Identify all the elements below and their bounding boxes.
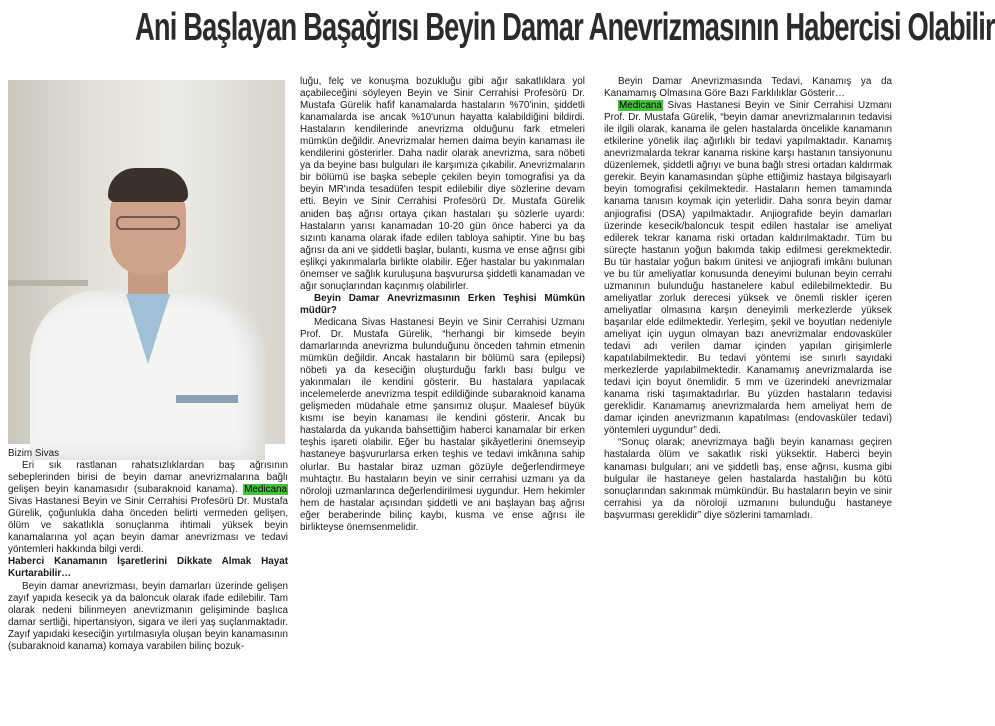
column-1 [8, 448, 288, 653]
highlight-medicana: Medicana [619, 100, 662, 112]
paragraph: “Sonuç olarak; anevrizmaya bağlı beyin kanaması geçiren hastalarda ölüm ve sakatlık riski yüksektir. Haberci beyin kanaması bulguları; ani ve şiddetli baş, ense ağrısı, kusma gibi bulgular ile hastaneye gelen hastalarda hastalığın bu kötü sonuçlarından sakınmak mümkündür. Bu hastaların beyin ve sinir cerrahisi ya da nöroloji uzmanını bulunduğu hastaneye başvurması gereklidir” diye sözlerini tamamladı. [604, 437, 892, 521]
paragraph: Beyin Damar Anevrizmasında Tedavi, Kanamış ya da Kanamamış Olmasına Göre Bazı Farklılıklar Gösterir… [604, 76, 892, 100]
paragraph: luğu, felç ve konuşma bozukluğu gibi ağır sakatlıklara yol açabileceğini söyleyen Beyin ve Sinir Cerrahisi Profesörü Dr. Mustafa Gürelik hafif kanamalarda hastaların %70'inin, şiddetli kanamalarda ise ancak %10'unun hayatta kalabildiğini bildirdi. Hastaların kendilerinde anevrizma olduğunu fark etmeleri mümkün değildir. Anevrizmalar hemen daima beyin kanaması ile kendilerini gösterirler. Daha nadir olarak anevrizma, sara nöbeti ya da beyine bası bulguları ile karşımıza çıkabilir. Anevrizmaların bir bölümü ise başka sebeple çekilen beyin tomografisi ya da beyin MR'ında tesadüfen tespit edilebilir diye sözlerine devam etti. Beyin ve Sinir Cerrahisi Profesörü Dr. Mustafa Gürelik aniden baş ağrısı ortaya çıkan hastaları şu sözlerle uyardı: Hastaların yarısı kanamadan 10-20 gün önce haberci ya da sızıntı kanama olarak ifade edilen tabloya sahiptir. Yine bu baş ağrısı da ani ve şiddetli başlar, bulantı, kusma ve ense ağrısı gibi eşlikçi yakınmalarla birlikte olabilir. Eğer hastalar bu yakınmaları önemser ve sağlık kuruluşuna başvurursa şiddetli kanamadan ve ağır sonuçlarından kaçınmış olabilirler. [300, 76, 585, 292]
subheading: Haberci Kanamanın İşaretlerini Dikkate Almak Hayat Kurtarabilir… [8, 556, 288, 580]
paragraph: Beyin damar anevrizması, beyin damarları üzerinde gelişen zayıf yapıda kesecik ya da baloncuk olarak ifade edilebilir. Tam olarak nedeni bilinmeyen anevrizmanın gelişiminde başlıca damar sertliği, hipertansiyon, sigara ve ileri yaş suçlanmaktadır. Zayıf yapıdaki keseciğin yırtılmasıyla oluşan beyin kanamasının (subaraknoid kanama) komaya varabilen bilinç bozuk- [8, 580, 288, 652]
subheading: Beyin Damar Anevrizmasının Erken Teşhisi Mümkün müdür? [300, 292, 585, 316]
doctor-photo [8, 80, 285, 444]
paragraph: Eri sık rastlanan rahatsızlıklardan baş ağrısının sebeplerinden birisi de beyin damar anevrizmalarına bağlı gelişen beyin kanamasıdır (subaraknoid kanama). Medicana Sivas Hastanesi Beyin ve Sinir Cerrahisi Profesörü Dr. Mustafa Gürelik, çoğunlukla daha önceden belirti vermeden gelişen, ölüm ve sakatlıkla sonuçlanma ihtimali yüksek beyin kanamalarına yol açan beyin damar anevrizması ve tedavi yöntemleri hakkında bilgi verdi. [8, 460, 288, 556]
paragraph: Medicana Sivas Hastanesi Beyin ve Sinir Cerrahisi Uzmanı Prof. Dr. Mustafa Gürelik, “herhangi bir kimsede beyin damarlarında anevrizma bulunduğunu önceden tahmin etmenin mümkün değildir. Ancak hastaların bir bölümü sara (epilepsi) nöbeti ya da keseciğin oluşturduğu farklı bası bulgu ve yakınmaları ile kendini gösterir. Bu hastalara yapılacak incelemelerde anevrizma tespit edildiğinde subaraknoid kanama gelişmeden müdahale etme şansımız oluşur. Maalesef büyük kısmı ise beyin kanaması ile kendini gösterir. Ancak bu hastalarda da yukarıda bahsettiğim haberci kanamalar bir erken teşhis işareti olabilir. Eğer bu hastalar şikâyetlerini önemseyip hastaneye başvururlarsa erken teşhis ve tedavi imkânına sahip olurlar. Bu hastalar biraz uzman gözüyle değerlendirmeye muhtaçtır. Bu hastaların beyin ve sinir cerrahisi uzmanı ya da nöroloji uzmanlarınca değerlendirilmesi uygundur. Hem hekimler hem de hastalar açısından şiddetli ve ani başlayan baş ağrısı eğer beraberinde bilinç kaybı, kusma ve ense ağrısı ile birlikteyse önemsenmelidir. [300, 316, 585, 533]
column-3 [604, 76, 892, 522]
highlight-medicana: Medicana [244, 484, 288, 496]
paragraph: Medicana Sivas Hastanesi Beyin ve Sinir Cerrahisi Uzmanı Prof. Dr. Mustafa Gürelik, “beyin damar anevrizmalarının tedavisi ile ilgili olarak, kanama ile gelen hastalarda öncelikle kanamanın etkilerine yönelik ilaç ağırlıklı bir tedavi yapılmaktadır. Kanamış anevrizmalarda tekrar kanama riskine karşı hastanın tansiyonunu düzenlemek, şiddetli ağrıyı ve buna bağlı stresi ortadan kaldırmak gerekir. Beyin kanamasından şüphe ettiğimiz hastaya bilgisayarlı beyin tomografisi çekilmektedir. Hastaların hemen tamamında kanama tanısın koymak için yeterlidir. Daha sonra beyin damar anjiografisi (DSA) yapılmaktadır. Anjiografide beyin damarları üzerinde kesecik/baloncuk tespit edilen hastalar ise ameliyat edilerek tekrar kanama riski ortadan kaldırılmaktadır. Tüm bu süreçte hastanın yoğun bakımda takip edilmesi gerekmektedir. Bu tür hastalar yoğun bakım ünitesi ve anjiografi imkânı bulunan ve bu tür ameliyatlar konusunda deneyimi bulunan beyin cerrahi uzmanının bulunduğu hastanelere kabul edilebilmektedir. Bu ameliyatlar zorluk derecesi yüksek ve önemli riskler içeren ameliyatlar olmasına karşın deneyimli merkezlerde yüksek başarılar elde edilmektedir. Yerleşim, şekil ve boyutları nedeniyle ameliyat için uygun olmayan bazı anevrizmalar endovasküler tedavi adı verilen damar içinden yapılan girişimlerle kapatılabilmektedir. Bu tedavi yöntemi ise sınırlı sayıdaki merkezlerde yapılabilmektedir. Kanamamış anevrizmalarda ise tedavi için boyut önemlidir. 5 mm ve üzerindeki anevrizmalar kanama riski taşımaktadırlar. Bu yüzden hastaların tedavisi gereklidir. Kanamamış anevrizmalarda hem ameliyat hem de damar içinden anevrizmanın kapatılması (endovasküler tedavi) yöntemleri uygundur” dedi. [604, 100, 892, 437]
column-2 [300, 76, 585, 534]
byline: Bizim Sivas [8, 448, 60, 459]
headline: Ani Başlayan Başağrısı Beyin Damar Anevrizmasının Habercisi Olabilir [135, 6, 995, 49]
